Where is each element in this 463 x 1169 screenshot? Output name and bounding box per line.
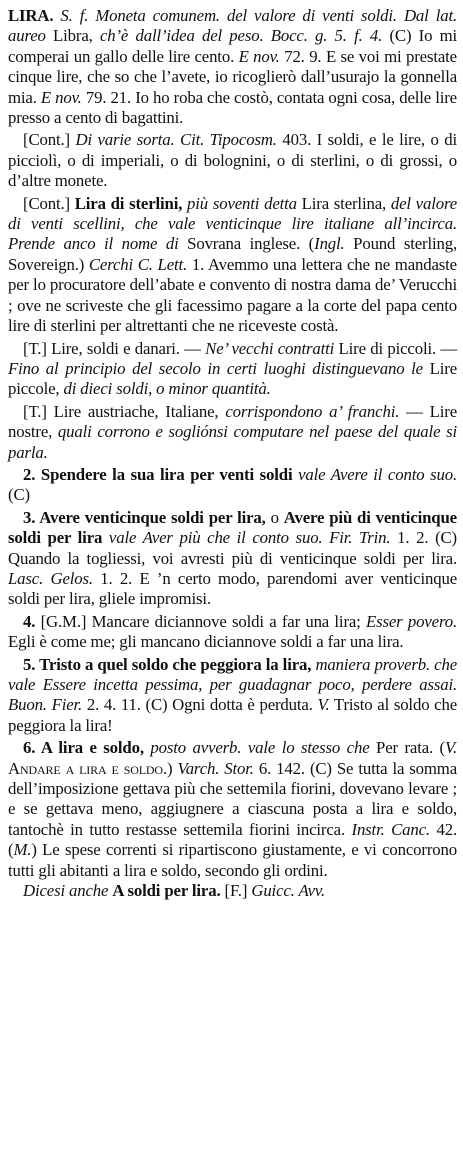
bold-run: 5. Tristo a quel soldo che peggiora la lira, bbox=[23, 654, 312, 674]
italic-run: Lasc. Gelos. bbox=[8, 568, 93, 588]
text-run: 1. 2. E ’n certo modo, parendomi aver venticinque soldi per lira, gliele impromisi. bbox=[8, 568, 457, 609]
italic-run: quali corrono e sogliónsi computare nel paese del quale si parla. bbox=[8, 422, 457, 462]
text-run: (C) Io mi comperai un gallo delle lire cento. bbox=[8, 26, 458, 66]
italic-run: posto avverb. vale lo stesso che bbox=[143, 738, 377, 758]
sense-lira-sterlina bbox=[8, 194, 457, 337]
bold-run: A soldi per lira. bbox=[112, 881, 221, 901]
italic-run: Esser povero. bbox=[366, 611, 457, 631]
text-run: 72. 9. E se voi mi prestate cinque lire, che so che l’avete, io ricoglierò dall’usurajo la gonnella mia. bbox=[8, 46, 457, 107]
bold-run: 3. Avere venticinque soldi per lira, bbox=[23, 507, 271, 527]
text-run: — Lire nostre, bbox=[8, 401, 457, 442]
italic-run: Ne’ vecchi contratti bbox=[205, 338, 339, 358]
sense-5-tristo-soldo bbox=[8, 655, 457, 737]
italic-run: vale Aver più che il conto suo. Fir. Trin. bbox=[102, 528, 391, 548]
smallcaps-run: Andare a lira e soldo. bbox=[8, 758, 167, 778]
italic-run: corrispondono a’ franchi. bbox=[225, 401, 400, 421]
entry-definition bbox=[8, 6, 457, 128]
text-run: [Cont.] bbox=[23, 130, 76, 150]
bold-run: 6. A lira e soldo, bbox=[23, 738, 144, 758]
italic-run: Di varie sorta. Cit. Tipocosm. bbox=[75, 130, 277, 150]
text-run: Lira sterlina, bbox=[301, 193, 391, 213]
bold-run: Avere più di venticinque soldi per lira bbox=[8, 507, 457, 548]
text-run: Per rata. ( bbox=[376, 738, 446, 758]
text-run: ) bbox=[167, 758, 178, 778]
italic-run: Instr. Canc. bbox=[351, 819, 430, 839]
italic-run: M. bbox=[13, 840, 32, 860]
text-run: 2. 4. 11. (C) Ogni dotta è perduta. bbox=[82, 695, 318, 715]
italic-run: del valore di venti scellini, che vale venticinque lire italiane all’incirca. Prende anco il nome di bbox=[8, 193, 458, 254]
italic-run: E nov. bbox=[40, 87, 82, 107]
italic-run: S. f. Moneta comunem. del valore di venti soldi. Dal lat. aureo bbox=[8, 6, 457, 46]
text-run: Tristo al soldo che peggiora la lira! bbox=[8, 695, 458, 735]
text-run: 1. Avemmo una lettera che ne mandaste per lo procuratore dell’abate e convento di nostra dama de’ Verucchi ; ove ne scriveste che gli facessimo pagare a la corte del papa cento lire di sterlini per altrettanti che ne riceveste costà. bbox=[8, 254, 457, 336]
italic-run: V. bbox=[445, 738, 457, 758]
text-run: Lire piccole, bbox=[8, 358, 457, 399]
text-run: 403. I soldi, e le lire, o di picciolì, o di imperiali, o di bolognini, o di sterlini, o di grossi, o d’altre monete. bbox=[8, 130, 457, 191]
sense-varie-sorta bbox=[8, 130, 457, 191]
text-run: Egli è come me; gli mancano diciannove soldi a far una lira. bbox=[8, 632, 404, 652]
text-run: Pound sterling, Sovereign.) bbox=[8, 234, 457, 274]
text-run: [Cont.] bbox=[23, 193, 75, 213]
bold-run: 2. Spendere la sua lira per venti soldi bbox=[23, 464, 293, 484]
sense-4-mancare-soldi bbox=[8, 612, 457, 653]
italic-run: maniera proverb. che vale Essere incetta pessima, per guadagnar poco, perdere assai. Buon. Fier. bbox=[8, 654, 457, 715]
italic-run: Guicc. Avv. bbox=[251, 881, 326, 901]
text-run: ) Le spese correnti si ripartiscono giustamente, e vi concorrono tutti gli abitanti a lira e soldo, secondo gli ordini. bbox=[8, 840, 457, 880]
italic-run: Cerchi C. Lett. bbox=[88, 254, 188, 274]
italic-run: Ingl. bbox=[314, 234, 345, 254]
italic-run: Dicesi anche bbox=[23, 881, 113, 901]
italic-run: ch’è dall’idea del peso. Bocc. g. 5. f. 4. bbox=[99, 26, 383, 46]
italic-run: E nov. bbox=[238, 46, 280, 66]
sense-lire-soldi-danari bbox=[8, 339, 457, 400]
italic-run: più soventi detta bbox=[182, 193, 302, 213]
text-run: Lire di piccoli. — bbox=[338, 338, 457, 358]
text-run: o bbox=[270, 507, 284, 527]
italic-run: vale Avere il conto suo. bbox=[292, 464, 457, 484]
text-run: [F.] bbox=[220, 881, 252, 901]
text-run: [T.] Lire, soldi e danari. — bbox=[23, 338, 206, 358]
text-run: Sovrana inglese. ( bbox=[187, 234, 315, 254]
text-run: 42. ( bbox=[8, 819, 457, 860]
italic-run: V. bbox=[317, 695, 330, 715]
bold-run: Lira di sterlini, bbox=[74, 193, 183, 213]
italic-run: Varch. Stor. bbox=[177, 758, 254, 778]
sense-a-soldi-per-lira bbox=[8, 881, 457, 901]
text-run: [T.] Lire austriache, Italiane, bbox=[23, 401, 226, 421]
italic-run: di dieci soldi, o minor quantità. bbox=[63, 379, 271, 399]
text-run: 6. 142. (C) Se tutta la somma dell’imposizione gettava più che settemila fiorini, dovevano levare ; e se gettava meno, aggiugnere a ciascuna posta a lira e soldo, tantochè in tutto restasse settemila fiorini incirca. bbox=[8, 758, 458, 839]
sense-6-lira-e-soldo bbox=[8, 738, 457, 881]
text-run: [G.M.] Mancare diciannove soldi a far una lira; bbox=[40, 611, 367, 631]
sense-3-venticinque-soldi bbox=[8, 508, 457, 610]
sense-2-spendere-la-lira bbox=[8, 465, 457, 506]
bold-run: LIRA. bbox=[8, 6, 54, 25]
text-run: Libra, bbox=[53, 26, 100, 46]
sense-lire-austriache bbox=[8, 402, 457, 463]
text-run: 79. 21. Io ho roba che costò, contata ogni cosa, delle lire presso a cento di bagattini. bbox=[8, 87, 457, 128]
bold-run: 4. bbox=[23, 611, 41, 631]
italic-run: Fino al principio del secolo in certi luoghi distinguevano le bbox=[8, 358, 430, 378]
text-run: 1. 2. (C) Quando la togliessi, voi avresti più di venticinque soldi per lira. bbox=[8, 528, 457, 568]
text-run: (C) bbox=[8, 485, 30, 505]
